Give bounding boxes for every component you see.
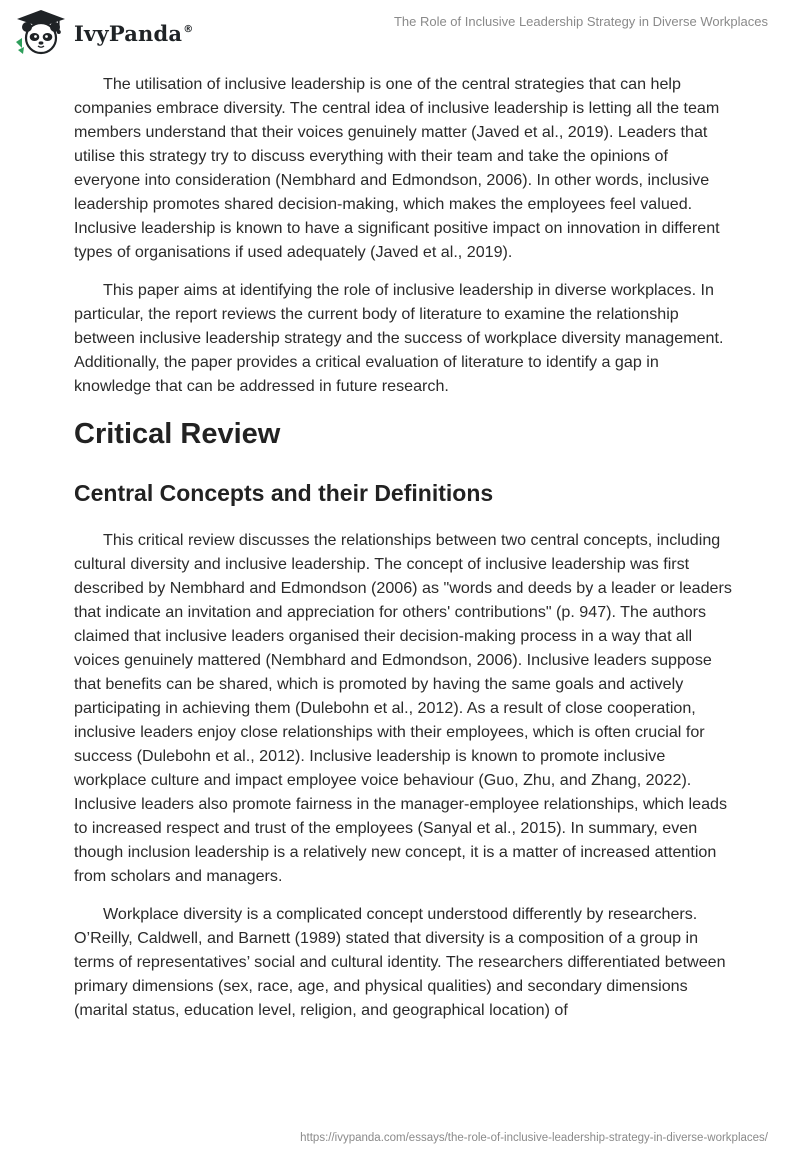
paragraph: This paper aims at identifying the role of inclusive leadership in diverse workplaces. In particular, the report reviews the current body of literature to examine the relationship between inclusive leadership strategy and the success of workplace diversity management. Additionally, the paper provides a critical evaluation of literature to identify a gap in knowledge that can be addressed in future research.	[74, 281, 724, 395]
essay-body	[74, 72, 734, 1036]
brand-name: IvyPanda®	[74, 20, 194, 46]
brand-logo[interactable]	[14, 8, 193, 56]
paragraph: This critical review discusses the relationships between two central concepts, including cultural diversity and inclusive leadership. The concept of inclusive leadership was first described by Nembhard and Edmondson (2006) as "words and deeds by a leader or leaders that indicate an invitation and appreciation for others' contributions" (p. 947). The authors claimed that inclusive leaders organised their decision-making process in a way that all voices genuinely mattered (Nembhard and Edmondson, 2006). Inclusive leaders suppose that benefits can be shared, which is promoted by having the same goals and actively participating in achieving them (Dulebohn et al., 2012). As a result of close cooperation, inclusive leaders enjoy close relationships with their employees, which is often crucial for success (Dulebohn et al., 2012). Inclusive leadership is known to promote inclusive workplace culture and impact employee voice behaviour (Guo, Zhu, and Zhang, 2022). Inclusive leaders also promote fairness in the manager-employee relationships, which leads to increased respect and trust of the employees (Sanyal et al., 2015). In summary, even though inclusion leadership is a relatively new concept, it is a matter of increased attention from scholars and managers.	[74, 531, 732, 885]
page-header	[0, 0, 800, 62]
paragraph: The utilisation of inclusive leadership is one of the central strategies that can help companies embrace diversity. The central idea of inclusive leadership is letting all the team members understand that their voices genuinely matter (Javed et al., 2019). Leaders that utilise this strategy try to discuss everything with their team and take the opinions of everyone into consideration (Nembhard and Edmondson, 2006). In other words, inclusive leadership promotes shared decision-making, which makes the employees feel valued. Inclusive leadership is known to have a significant positive impact on innovation in different types of organisations if used adequately (Javed et al., 2019).	[74, 75, 720, 261]
subsection-heading: Central Concepts and their Definitions	[74, 480, 494, 506]
section-heading: Critical Review	[74, 418, 281, 450]
paragraph: Workplace diversity is a complicated concept understood differently by researchers. O’Reilly, Caldwell, and Barnett (1989) stated that diversity is a composition of a group in terms of representatives’ social and cultural identity. The researchers differentiated between primary dimensions (sex, race, age, and physical qualities) and secondary dimensions (marital status, education level, religion, and geographical location) of	[74, 905, 726, 1019]
document-title: The Role of Inclusive Leadership Strategy in Diverse Workplaces	[393, 14, 768, 29]
source-url[interactable]: https://ivypanda.com/essays/the-role-of-inclusive-leadership-strategy-in-diverse-workplaces/	[300, 1132, 768, 1144]
panda-graduate-icon	[14, 8, 68, 56]
